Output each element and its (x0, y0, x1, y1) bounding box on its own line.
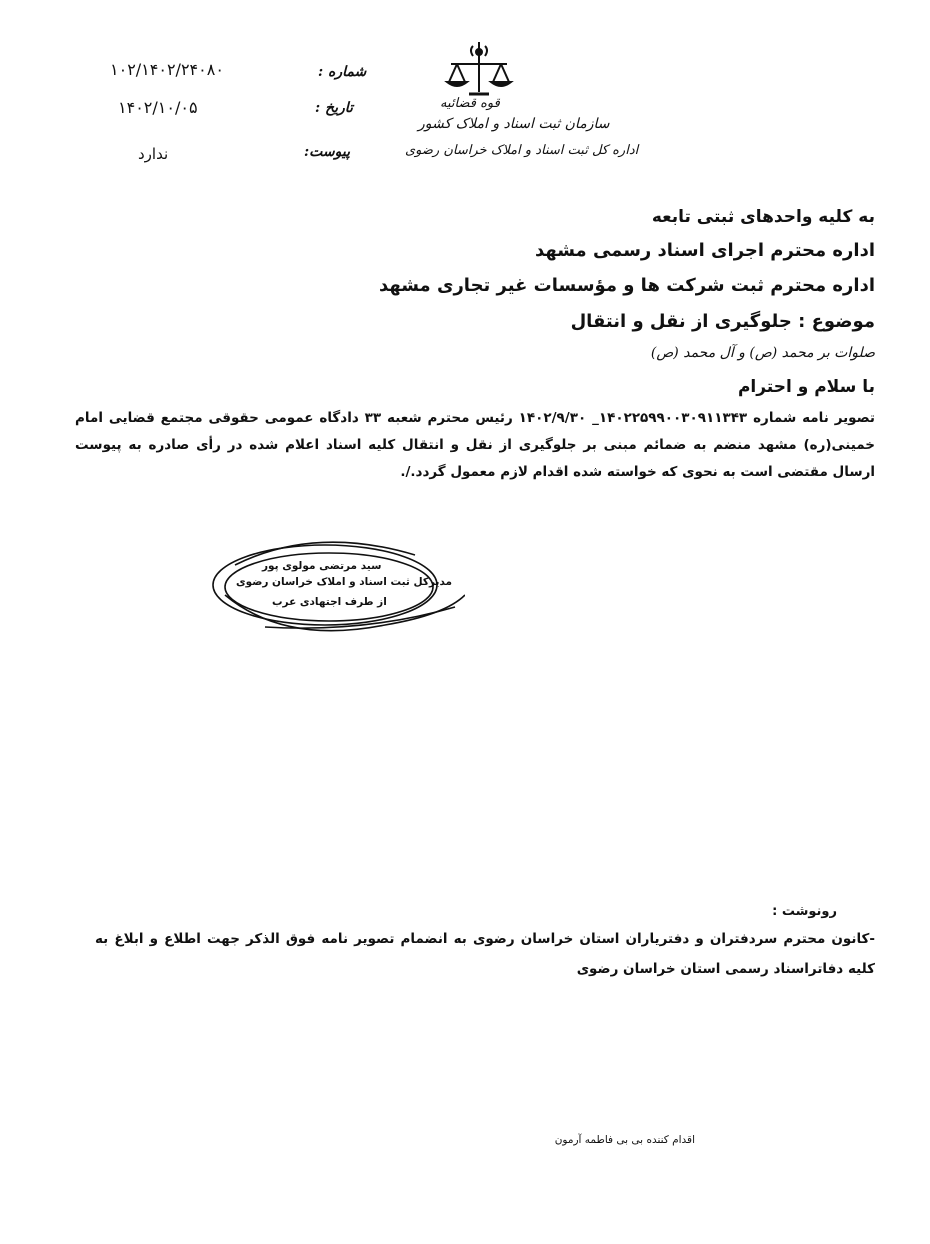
org-line-province-office: اداره کل ثبت اسناد و املاک خراسان رضوی (405, 143, 639, 158)
attachment-value: ندارد (138, 145, 169, 163)
org-line-registration-organization: سازمان ثبت اسناد و املاک کشور (418, 116, 610, 132)
letter-subject: موضوع : جلوگیری از نقل و انتقال (570, 311, 875, 332)
signatory-on-behalf: از طرف اجتهادی عرب (272, 596, 387, 608)
letter-date-value: ۱۴۰۲/۱۰/۰۵ (118, 98, 198, 117)
signatory-name: سید مرتضی مولوی پور (262, 560, 382, 572)
attachment-label: پیوست: (304, 144, 350, 160)
salutation-line: صلوات بر محمد (ص) و آل محمد (ص) (650, 345, 875, 361)
letter-body: تصویر نامه شماره ۱۴۰۲۲۵۹۹۰۰۳۰۹۱۱۳۴۳_ ۱۴۰۲/۹/۳۰ رئیس محترم شعبه ۳۳ دادگاه عمومی حقوقی مجتمع قضایی امام خمینی(ره) مشهد منضم به ضمائم مبنی بر جلوگیری از نقل و انتقال کلیه اسناد اعلام شده در رأی صادره به پیوست ارسال مقتضی است به نحوی که خواسته شده اقدام لازم معمول گردد./. (75, 410, 875, 480)
recipient-line-3: اداره محترم ثبت شرکت ها و مؤسسات غیر تجاری مشهد (378, 275, 875, 296)
letter-date-label: تاریخ : (315, 100, 353, 116)
signatory-title: مدیرکل ثبت اسناد و املاک خراسان رضوی (236, 576, 453, 588)
letter-number-value: ۱۰۲/۱۴۰۲/۲۴۰۸۰ (110, 60, 224, 79)
cc-label: رونوشت : (772, 904, 837, 919)
recipient-line-1: به کلیه واحدهای ثبتی تابعه (651, 207, 875, 227)
cc-text: -کانون محترم سردفتران و دفتریاران استان خراسان رضوی به انضمام تصویر نامه فوق الذکر جهت اطلاع و ابلاغ به کلیه دفاتراسناد رسمی استان خراسان رضوی (95, 931, 875, 977)
action-by-line: اقدام کننده بی بی فاطمه آرمون (554, 1134, 695, 1146)
greeting: با سلام و احترام (737, 377, 875, 397)
org-line-judiciary: قوه قضائیه (440, 96, 500, 111)
recipient-line-2: اداره محترم اجرای اسناد رسمی مشهد (534, 240, 875, 261)
letter-number-label: شماره : (318, 64, 367, 80)
